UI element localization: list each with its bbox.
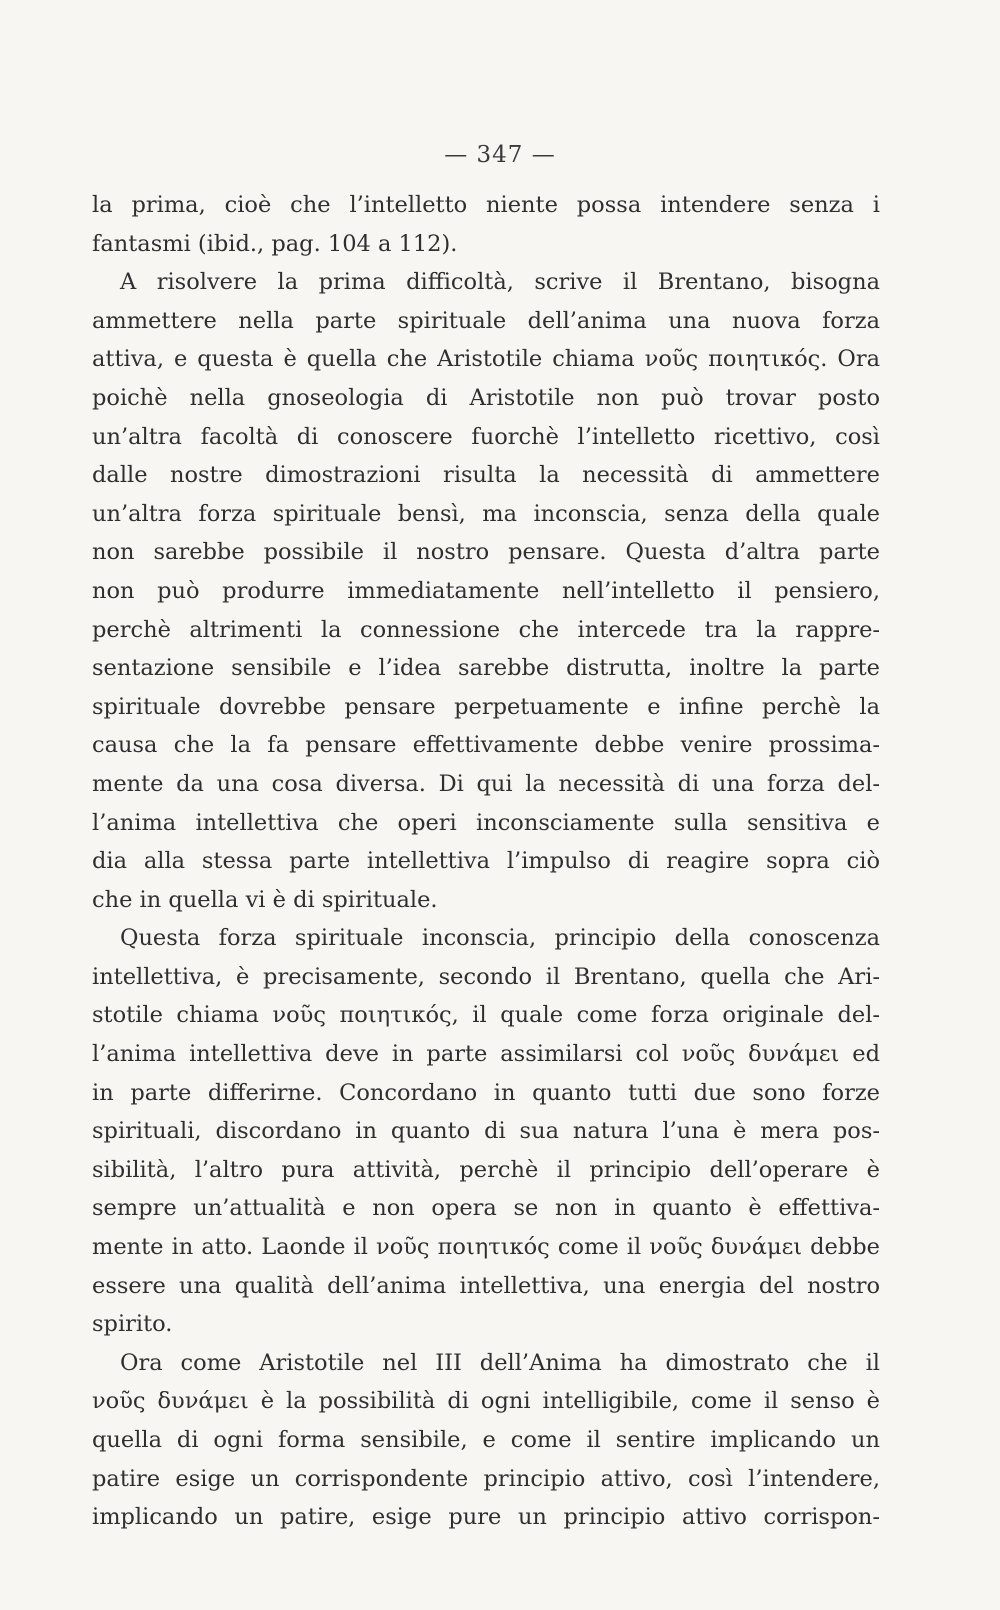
text-line: stotile chiama νοῦς ποιητικός, il quale come forza originale del- bbox=[92, 1002, 880, 1029]
text-line: implicando un patire, esige pure un principio attivo corrispon- bbox=[92, 1504, 880, 1531]
text-line: dalle nostre dimostrazioni risulta la necessità di ammettere bbox=[92, 462, 880, 489]
text-line: spirito. bbox=[92, 1311, 173, 1338]
text-line: che in quella vi è di spirituale. bbox=[92, 886, 438, 913]
text-line: fantasmi (ibid., pag. 104 a 112). bbox=[92, 230, 458, 257]
text-line: νοῦς δυνάμει è la possibilità di ogni intelligibile, come il senso è bbox=[92, 1388, 880, 1415]
text-line: spirituali, discordano in quanto di sua natura l’una è mera pos- bbox=[92, 1118, 880, 1145]
text-line: un’altra facoltà di conoscere fuorchè l’intelletto ricettivo, così bbox=[92, 423, 880, 450]
text-line: la prima, cioè che l’intelletto niente possa intendere senza i bbox=[92, 192, 880, 218]
text-line: poichè nella gnoseologia di Aristotile non può trovar posto bbox=[92, 384, 880, 411]
text-line: A risolvere la prima difficoltà, scrive il Brentano, bisogna bbox=[120, 269, 880, 296]
text-line: intellettiva, è precisamente, secondo il Brentano, quella che Ari- bbox=[92, 963, 880, 990]
text-line: sempre un’attualità e non opera se non in quanto è effettiva- bbox=[92, 1195, 880, 1222]
text-line: un’altra forza spirituale bensì, ma inconscia, senza della quale bbox=[92, 500, 880, 527]
text-line: patire esige un corrispondente principio attivo, così l’intendere, bbox=[92, 1465, 880, 1492]
text-line: sentazione sensibile e l’idea sarebbe distrutta, inoltre la parte bbox=[92, 655, 880, 682]
text-line: Questa forza spirituale inconscia, principio della conoscenza bbox=[120, 925, 880, 952]
text-line: dia alla stessa parte intellettiva l’impulso di reagire sopra ciò bbox=[92, 848, 880, 875]
text-line: l’anima intellettiva che operi inconsciamente sulla sensitiva e bbox=[92, 809, 880, 836]
text-line: Ora come Aristotile nel III dell’Anima ha dimostrato che il bbox=[120, 1349, 880, 1376]
text-line: l’anima intellettiva deve in parte assimilarsi col νοῦς δυνάμει ed bbox=[92, 1041, 880, 1068]
text-line: quella di ogni forma sensibile, e come il sentire implicando un bbox=[92, 1427, 880, 1453]
text-line: mente da una cosa diversa. Di qui la necessità di una forza del- bbox=[92, 770, 880, 797]
text-line: essere una qualità dell’anima intellettiva, una energia del nostro bbox=[92, 1272, 880, 1299]
text-line: non sarebbe possibile il nostro pensare. Questa d’altra parte bbox=[92, 539, 880, 566]
body-text bbox=[92, 186, 880, 1537]
text-line: in parte differirne. Concordano in quanto tutti due sono forze bbox=[92, 1079, 880, 1106]
text-line: attiva, e questa è quella che Aristotile chiama νοῦς ποιητικός. Ora bbox=[92, 346, 880, 373]
text-line: mente in atto. Laonde il νοῦς ποιητικός come il νοῦς δυνάμει debbe bbox=[92, 1234, 880, 1261]
text-line: ammettere nella parte spirituale dell’anima una nuova forza bbox=[92, 307, 880, 334]
text-line: sibilità, l’altro pura attività, perchè il principio dell’operare è bbox=[92, 1156, 880, 1183]
text-line: non può produrre immediatamente nell’intelletto il pensiero, bbox=[92, 577, 880, 604]
text-line: spirituale dovrebbe pensare perpetuamente e infine perchè la bbox=[92, 693, 880, 720]
text-line: causa che la fa pensare effettivamente debbe venire prossima- bbox=[92, 732, 880, 759]
text-line: perchè altrimenti la connessione che intercede tra la rappre- bbox=[92, 616, 880, 643]
page-number: — 347 — bbox=[444, 142, 556, 168]
